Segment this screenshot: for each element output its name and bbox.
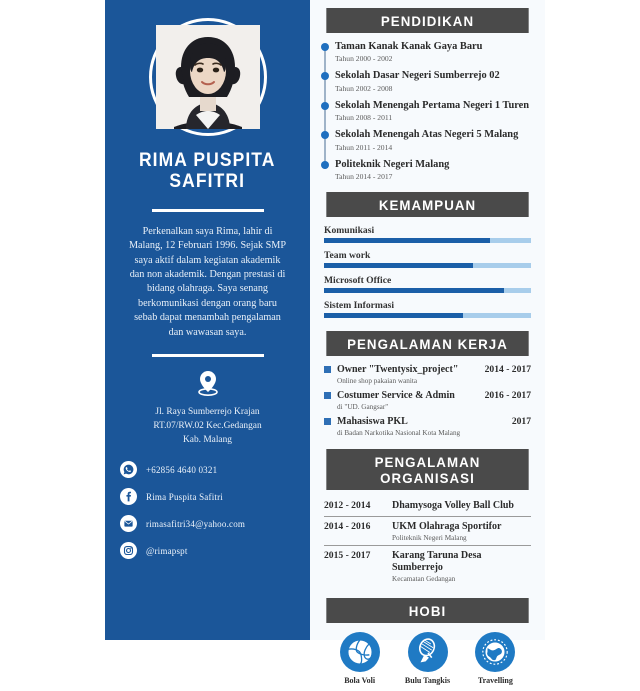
divider-bottom	[152, 354, 264, 357]
skill-label: Komunikasi	[324, 225, 375, 237]
section-skills	[321, 192, 534, 324]
contact-item-email[interactable]	[120, 515, 295, 532]
list-item	[405, 632, 450, 685]
timeline-dot-icon	[321, 102, 329, 110]
section-header-education: PENDIDIKAN	[326, 8, 528, 33]
hobby-label: Bola Voli	[344, 676, 376, 686]
globe-icon	[475, 632, 515, 672]
skill-bar-fill	[324, 288, 504, 293]
skill-bar-track	[324, 238, 531, 243]
divider-top	[152, 209, 264, 212]
resume-page	[105, 0, 545, 686]
skill-bar-track	[324, 288, 531, 293]
skill-bar-fill	[324, 263, 473, 268]
name-line-1: RIMA PUSPITA	[139, 150, 276, 171]
avatar-ring	[149, 18, 267, 136]
skill-bar-fill	[324, 238, 490, 243]
instagram-icon	[120, 542, 137, 559]
list-item	[335, 100, 534, 122]
section-header-skills: KEMAMPUAN	[326, 192, 528, 217]
education-years: Tahun 2000 - 2002	[335, 54, 393, 64]
organisation-years: 2012 - 2014	[324, 500, 371, 512]
organisation-title: Dhamysoga Volley Ball Club	[392, 500, 514, 512]
badminton-icon	[408, 632, 448, 672]
skill-bar-fill	[324, 313, 463, 318]
square-bullet-icon	[324, 418, 331, 425]
section-work-experience	[321, 331, 534, 442]
education-school: Sekolah Menengah Pertama Negeri 1 Turen	[335, 99, 530, 111]
list-item	[324, 517, 531, 546]
list-item	[324, 416, 531, 437]
whatsapp-icon	[120, 461, 137, 478]
list-item	[324, 275, 531, 293]
work-years: 2014 - 2017	[484, 364, 531, 376]
section-hobby	[321, 598, 534, 691]
address	[123, 406, 293, 447]
organisation-title: UKM Olahraga Sportifor	[392, 521, 502, 533]
work-title: Owner "Twentysix_project"	[337, 364, 459, 376]
education-school: Sekolah Menengah Atas Negeri 5 Malang	[335, 129, 519, 141]
section-header-organisation: PENGALAMAN ORGANISASI	[326, 449, 528, 490]
contact-item-phone[interactable]	[120, 461, 295, 478]
work-title: Mahasiswa PKL	[337, 416, 408, 428]
contact-list	[120, 461, 295, 559]
facebook-icon	[120, 488, 137, 505]
hobby-label: Travelling	[477, 676, 513, 686]
organisation-list	[321, 490, 534, 591]
contact-email-text: rimasafitri34@yahoo.com	[146, 518, 246, 529]
work-subtitle: di Badan Narkotika Nasional Kota Malang	[337, 429, 461, 438]
skill-label: Microsoft Office	[324, 275, 392, 287]
section-organisation	[321, 449, 534, 591]
list-item	[324, 225, 531, 243]
portrait-illustration	[156, 25, 260, 129]
address-line-2: RT.07/RW.02 Kec.Gedangan	[153, 421, 262, 432]
location-pin-icon	[197, 370, 219, 401]
timeline-dot-icon	[321, 72, 329, 80]
hobby-label: Bulu Tangkis	[404, 676, 451, 686]
hobby-list	[321, 623, 534, 691]
list-item	[324, 390, 531, 411]
section-education	[321, 8, 534, 185]
main-content	[310, 0, 545, 686]
education-years: Tahun 2011 - 2014	[335, 142, 393, 152]
list-item	[324, 364, 531, 385]
address-line-3: Kab. Malang	[183, 434, 232, 445]
education-years: Tahun 2014 - 2017	[335, 172, 393, 182]
organisation-years: 2015 - 2017	[324, 550, 371, 562]
work-title: Costumer Service & Admin	[337, 390, 455, 402]
organisation-years: 2014 - 2016	[324, 521, 371, 533]
volleyball-icon	[340, 632, 380, 672]
organisation-subtitle: Kecamatan Gedangan	[392, 575, 456, 584]
education-years: Tahun 2008 - 2011	[335, 113, 393, 123]
organisation-title: Karang Taruna Desa Sumberrejo	[392, 550, 482, 574]
education-timeline	[321, 33, 534, 185]
work-subtitle: Online shop pakaian wanita	[337, 377, 418, 386]
skill-bar-track	[324, 263, 531, 268]
organisation-subtitle: Politeknik Negeri Malang	[392, 534, 467, 543]
list-item	[335, 159, 534, 181]
education-school: Politeknik Negeri Malang	[335, 158, 450, 170]
education-school: Taman Kanak Kanak Gaya Baru	[335, 41, 483, 52]
list-item	[324, 546, 531, 586]
contact-instagram-text: @rimapspt	[146, 545, 188, 556]
contact-phone-text: +62856 4640 0321	[146, 464, 218, 475]
page-title	[139, 150, 276, 193]
contact-facebook-text: Rima Puspita Safitri	[146, 491, 223, 502]
square-bullet-icon	[324, 392, 331, 399]
address-line-1: Jl. Raya Sumberrejo Krajan	[155, 407, 260, 418]
email-icon	[120, 515, 137, 532]
education-school: Sekolah Dasar Negeri Sumberrejo 02	[335, 70, 500, 82]
contact-item-facebook[interactable]	[120, 488, 295, 505]
skills-list	[321, 217, 534, 324]
list-item	[335, 41, 534, 63]
list-item	[324, 300, 531, 318]
work-subtitle: di "UD. Gangsar"	[337, 403, 389, 412]
list-item	[335, 70, 534, 92]
section-header-hobby: HOBI	[326, 598, 528, 623]
education-years: Tahun 2002 - 2008	[335, 83, 393, 93]
avatar	[156, 25, 260, 129]
timeline-dot-icon	[321, 131, 329, 139]
bio-text: Perkenalkan saya Rima, lahir di Malang, 12 Februari 1996. Sejak SMP saya aktif dalam kegiatan akademik dan non akademik. Dengan prestasi di bidang olahraga. Saya senang berkomunikasi dengan orang baru sebab dapat menambah pengalaman dan wawasan saya.	[128, 225, 287, 338]
list-item	[324, 250, 531, 268]
work-years: 2016 - 2017	[484, 390, 531, 402]
name-line-2: SAFITRI	[169, 171, 246, 193]
work-list	[321, 356, 534, 442]
timeline-dot-icon	[321, 161, 329, 169]
list-item	[340, 632, 380, 685]
skill-bar-track	[324, 313, 531, 318]
timeline-dot-icon	[321, 43, 329, 51]
section-header-work: PENGALAMAN KERJA	[326, 331, 528, 356]
sidebar	[105, 0, 310, 640]
contact-item-instagram[interactable]	[120, 542, 295, 559]
skill-label: Team work	[324, 250, 371, 262]
square-bullet-icon	[324, 366, 331, 373]
work-years: 2017	[511, 416, 531, 428]
list-item	[335, 129, 534, 151]
list-item	[324, 496, 531, 517]
skill-label: Sistem Informasi	[324, 300, 395, 312]
list-item	[475, 632, 515, 685]
